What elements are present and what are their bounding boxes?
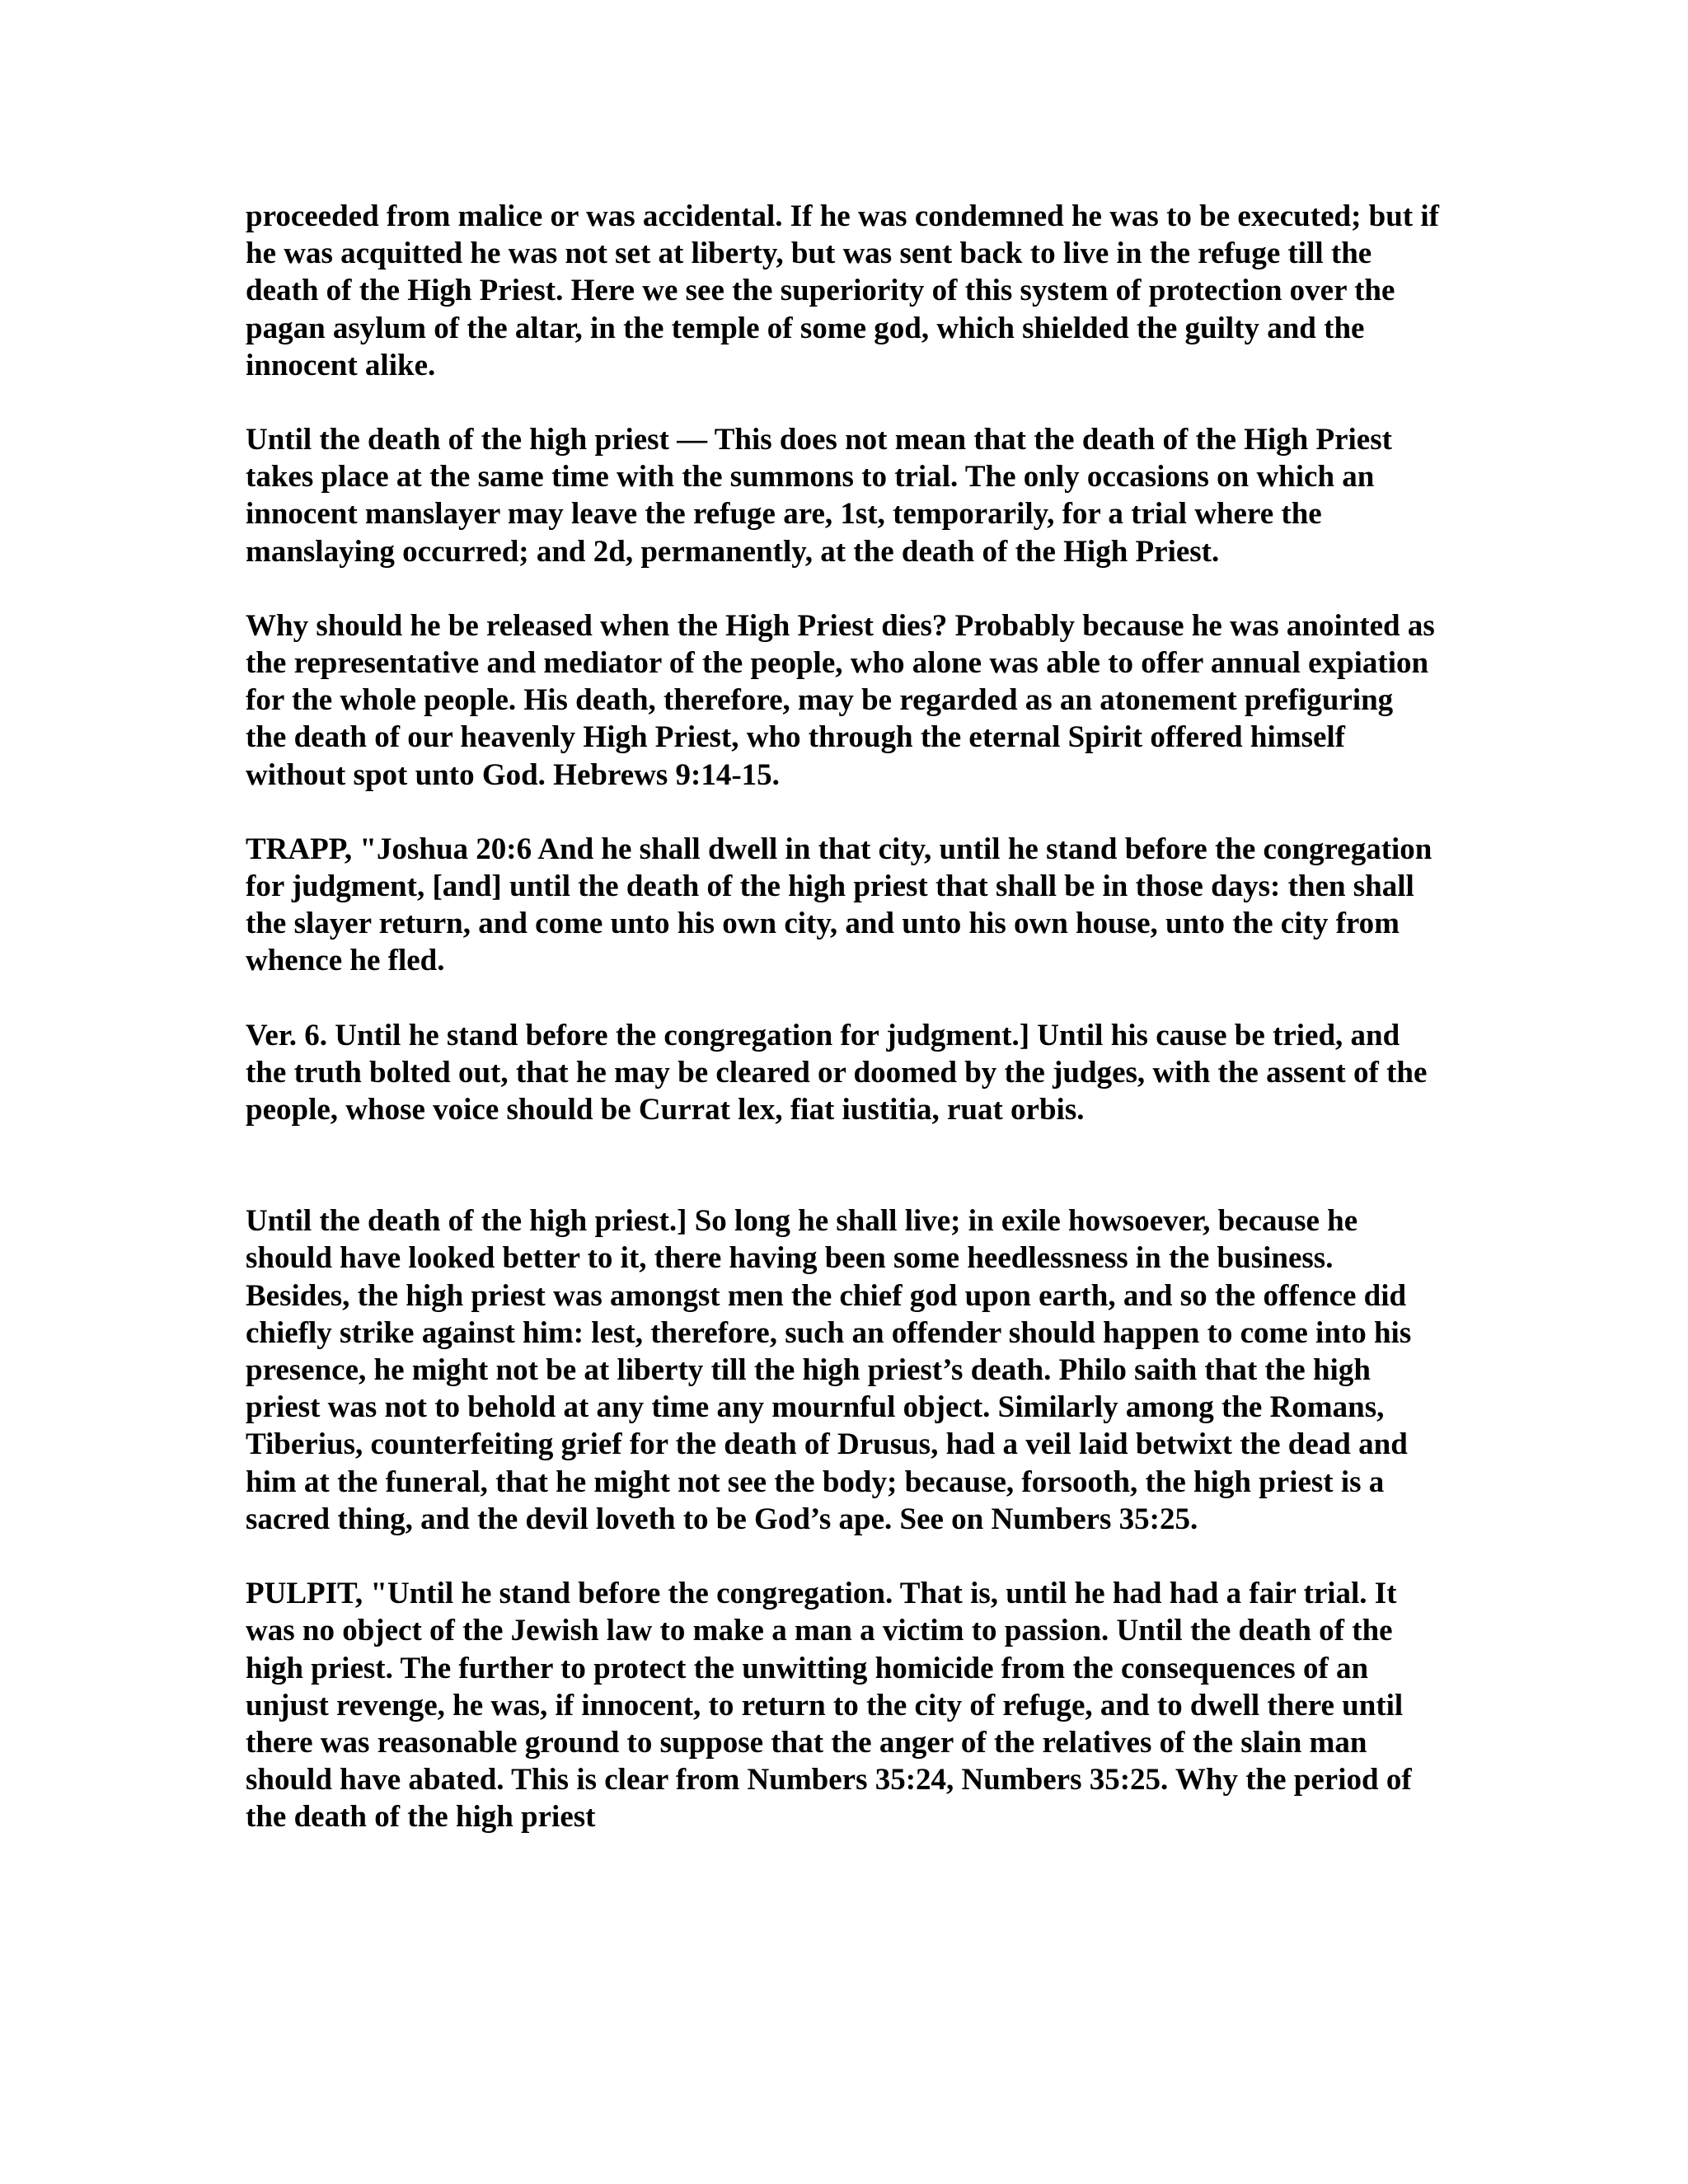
paragraph-pulpit: PULPIT, "Until he stand before the congregation. That is, until he had had a fair trial. It was no object of the Jewish law to make a man a victim to passion. Until the death of the high priest. The further to protect the unwitting homicide from the consequences of an unjust revenge, he was, if innocent, to return to the city of refuge, and to dwell there until there was reasonable ground to suppose that the anger of the relatives of the slain man should have abated. This is clear from Numbers 35:24, Numbers 35:25. Why the period of the death of the high priest [246,1577,1412,1835]
paragraph-refuge-trial: proceeded from malice or was accidental. If he was condemned he was to be executed; but if he was acquitted he was not set at liberty, but was sent back to live in the refuge till the death of the High Priest. Here we see the superiority of this system of protection over the pagan asylum of the altar, in the temple of some god, which shielded the guilty and the innocent alike. [246,199,1439,382]
paragraph-exile: Until the death of the high priest.] So long he shall live; in exile howsoever, because he should have looked better to it, there having been some heedlessness in the business. Besides, the high priest was amongst men the chief god upon earth, and so the offence did chiefly strike against him: lest, therefore, such an offender should happen to come into his presence, he might not be at liberty till the high priest’s death. Philo saith that the high priest was not to behold at any time any mournful object. Similarly among the Romans, Tiberius, counterfeiting grief for the death of Drusus, had a veil laid betwixt the dead and him at the funeral, that he might not see the body; because, forsooth, the high priest is a sacred thing, and the devil loveth to be God’s ape. See on Numbers 35:25. [246,1204,1412,1536]
paragraph-why-released: Why should he be released when the High Priest dies? Probably because he was anointed as the representative and mediator of the people, who alone was able to offer annual expiation for the whole people. His death, therefore, may be regarded as an atonement prefiguring the death of our heavenly High Priest, who through the eternal Spirit offered himself without spot unto God. Hebrews 9:14-15. [246,608,1435,792]
paragraph-ver-6: Ver. 6. Until he stand before the congregation for judgment.] Until his cause be tried, and the truth bolted out, that he may be cleared or doomed by the judges, with the assent of the people, whose voice should be Currat lex, fiat iustitia, ruat orbis. [246,1018,1428,1127]
document-page [246,198,1441,1836]
paragraph-trapp-joshua: TRAPP, "Joshua 20:6 And he shall dwell in that city, until he stand before the congregation for judgment, [and] until the death of the high priest that shall be in those days: then shall the slayer return, and come unto his own city, and unto his own house, unto the city from whence he fled. [246,832,1432,978]
paragraph-until-death-high-priest: Until the death of the high priest — This does not mean that the death of the High Priest takes place at the same time with the summons to trial. The only occasions on which an innocent manslayer may leave the refuge are, 1st, temporarily, for a trial where the manslaying occurred; and 2d, permanently, at the death of the High Priest. [246,423,1392,569]
